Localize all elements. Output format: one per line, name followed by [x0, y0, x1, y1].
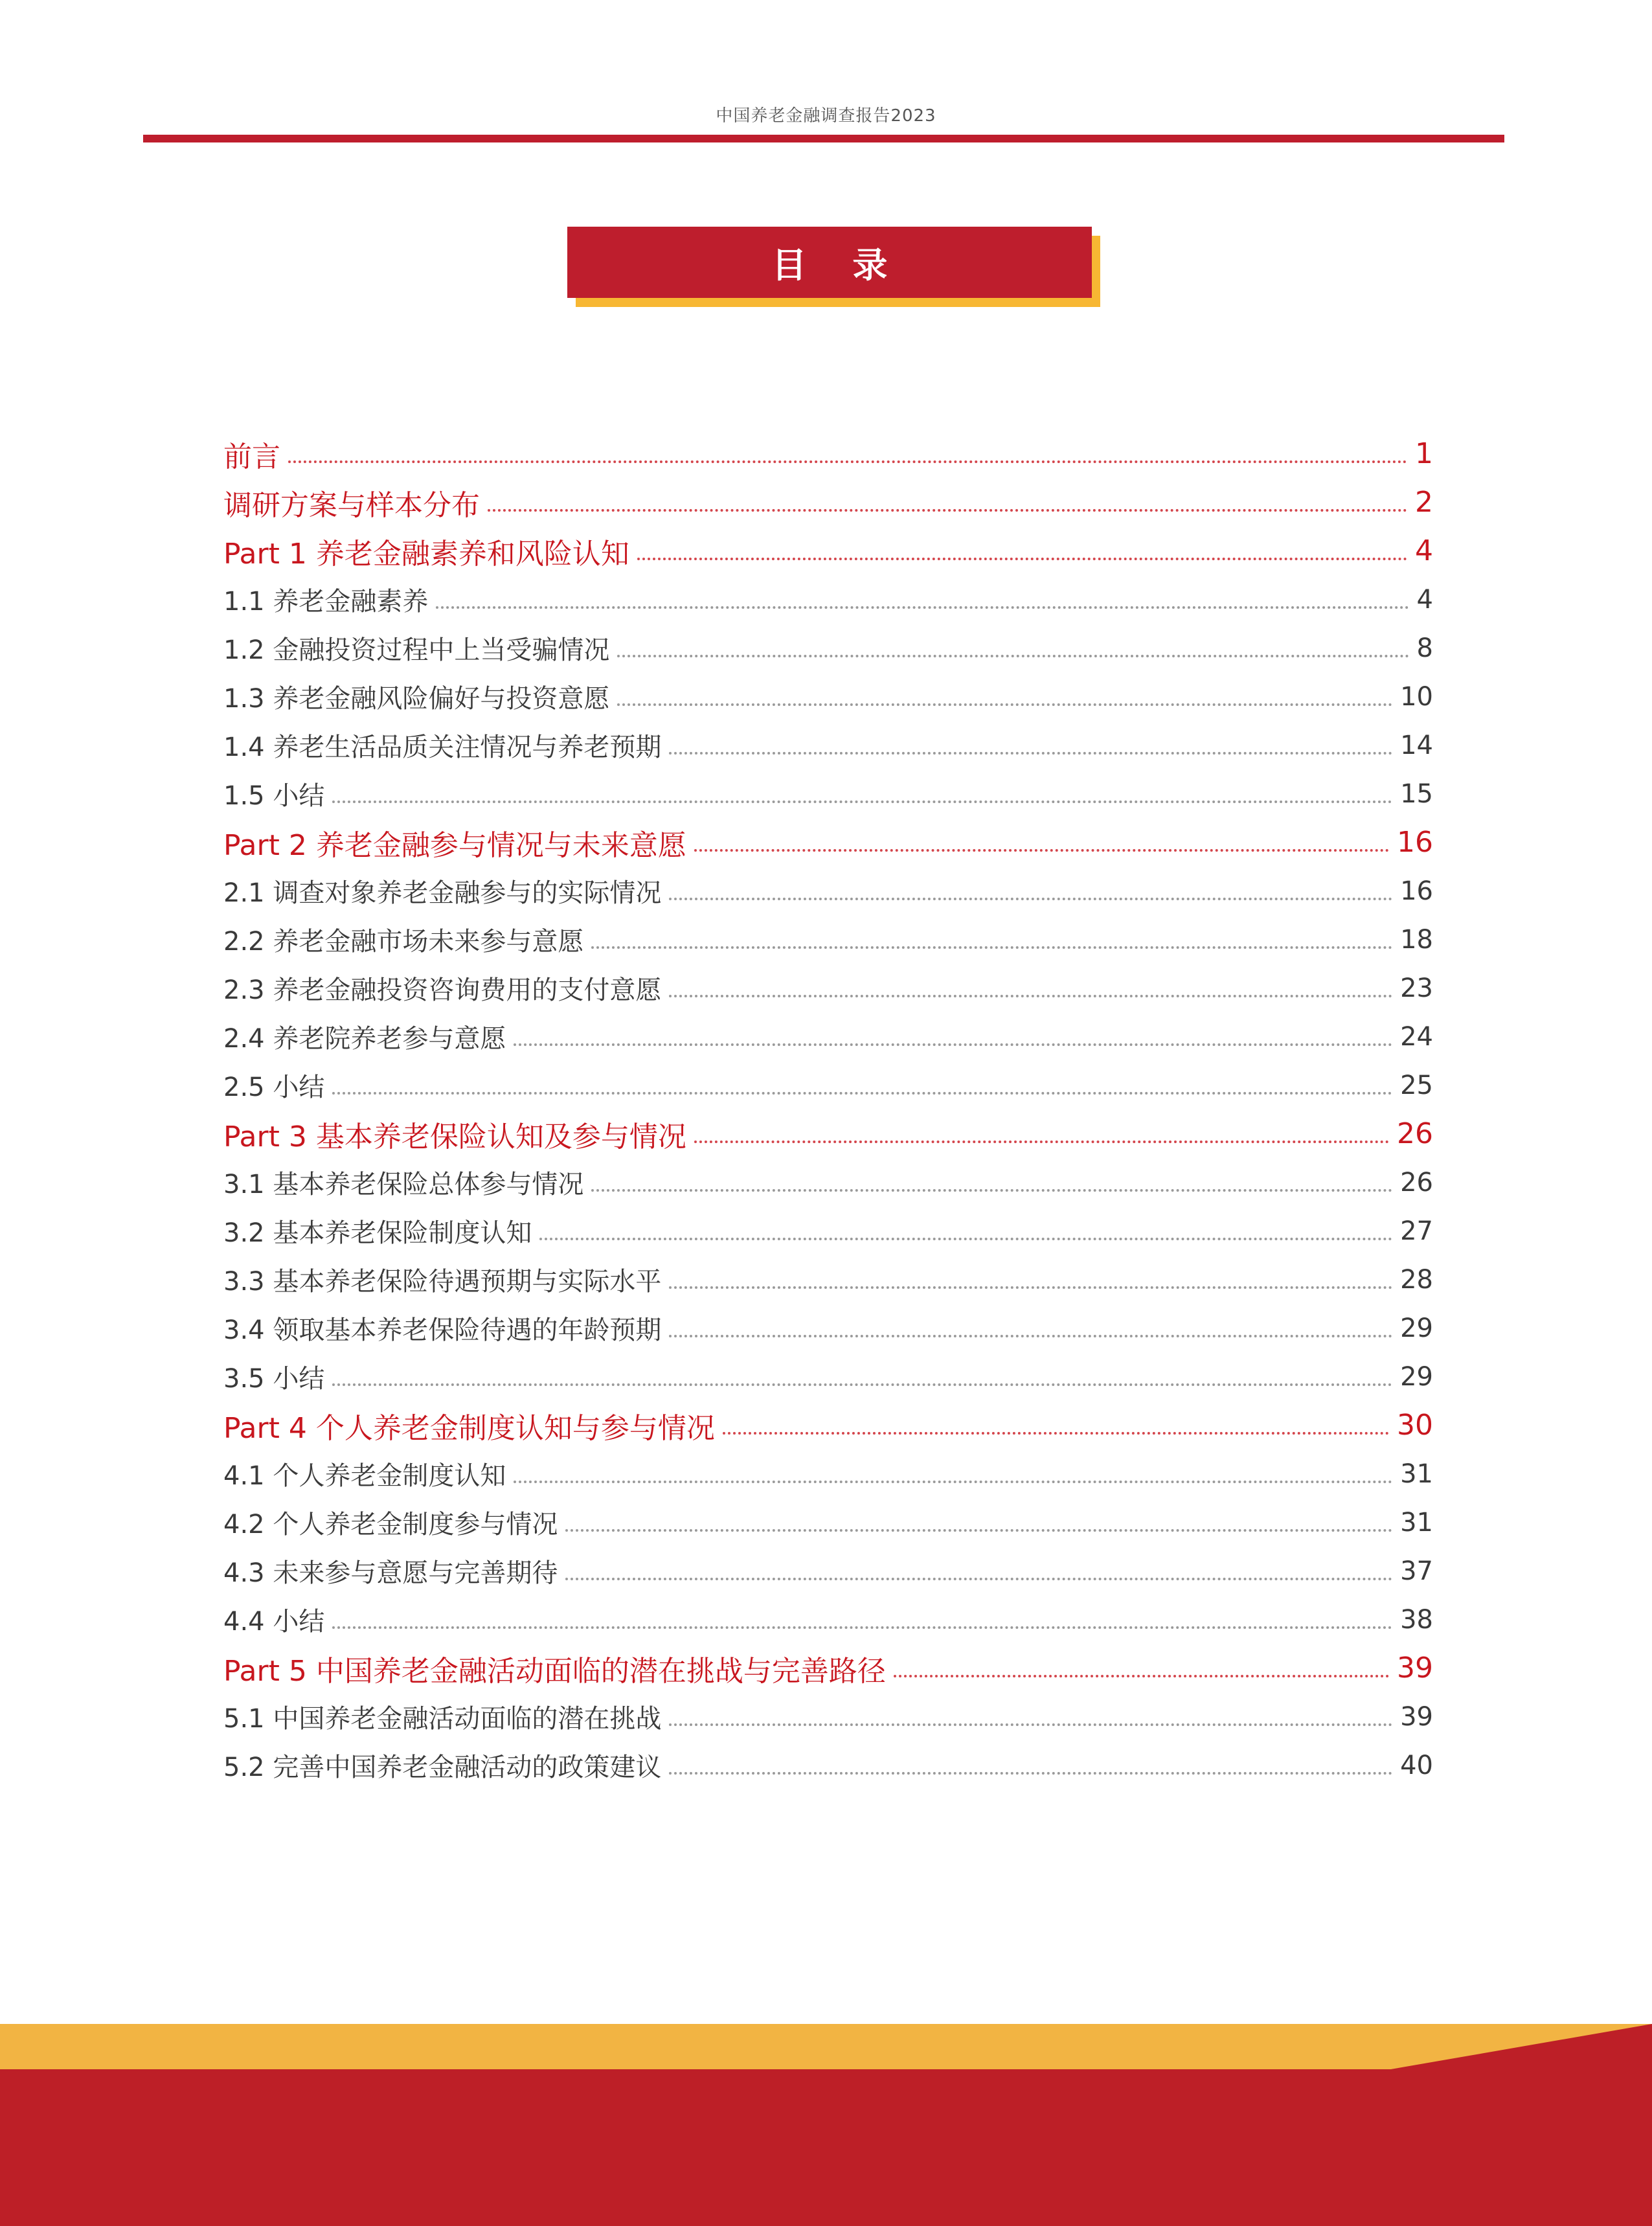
toc-entry-page: 26 — [1397, 1117, 1433, 1150]
toc-entry[interactable] — [223, 1547, 1433, 1595]
toc-entry-label: 2.5 小结 — [223, 1073, 325, 1102]
toc-entry[interactable] — [223, 672, 1433, 721]
toc-entry-label: 4.4 小结 — [223, 1607, 325, 1637]
toc-entry-label: 3.4 领取基本养老保险待遇的年龄预期 — [223, 1315, 662, 1345]
title-banner — [567, 227, 1092, 298]
toc-entry-label: 2.1 调查对象养老金融参与的实际情况 — [223, 878, 662, 908]
toc-entry-label: Part 2 养老金融参与情况与未来意愿 — [223, 828, 686, 862]
toc-entry[interactable] — [223, 1207, 1433, 1255]
toc-entry-major[interactable] — [223, 1401, 1433, 1449]
toc-entry-page: 2 — [1415, 486, 1433, 519]
toc-leader-dots — [894, 1675, 1389, 1677]
toc-leader-dots — [332, 801, 1392, 803]
toc-leader-dots — [539, 1238, 1392, 1240]
toc-leader-dots — [669, 995, 1392, 997]
toc-entry-label: 2.4 养老院养老参与意愿 — [223, 1024, 506, 1054]
toc-entry-page: 4 — [1416, 584, 1433, 615]
toc-entry-page: 25 — [1400, 1070, 1433, 1100]
footer-red-wedge — [1353, 2024, 1652, 2076]
toc-entry[interactable] — [223, 769, 1433, 818]
toc-leader-dots — [332, 1626, 1392, 1629]
toc-entry-label: 2.2 养老金融市场未来参与意愿 — [223, 927, 584, 957]
running-header: 中国养老金融调查报告2023 — [716, 106, 936, 126]
toc-entry[interactable] — [223, 915, 1433, 964]
toc-entry-label: 4.3 未来参与意愿与完善期待 — [223, 1558, 558, 1588]
toc-entry-label: 5.1 中国养老金融活动面临的潜在挑战 — [223, 1704, 662, 1734]
toc-leader-dots — [669, 1723, 1392, 1726]
toc-entry-page: 14 — [1400, 730, 1433, 760]
toc-leader-dots — [669, 752, 1392, 755]
toc-leader-dots — [694, 849, 1389, 852]
toc-entry[interactable] — [223, 964, 1433, 1012]
toc-entry-label: 1.4 养老生活品质关注情况与养老预期 — [223, 733, 662, 762]
toc-entry-page: 27 — [1400, 1216, 1433, 1246]
toc-leader-dots — [332, 1092, 1392, 1095]
toc-entry[interactable] — [223, 1498, 1433, 1547]
toc-entry-page: 40 — [1400, 1750, 1433, 1780]
toc-entry-label: 1.2 金融投资过程中上当受骗情况 — [223, 635, 610, 665]
toc-leader-dots — [669, 1772, 1392, 1775]
toc-entry-page: 1 — [1415, 437, 1433, 470]
toc-entry-page: 15 — [1400, 778, 1433, 809]
toc-entry-page: 26 — [1400, 1167, 1433, 1198]
toc-leader-dots — [591, 1189, 1392, 1192]
toc-entry-page: 38 — [1400, 1604, 1433, 1635]
toc-leader-dots — [637, 558, 1407, 560]
toc-entry-label: 1.3 养老金融风险偏好与投资意愿 — [223, 684, 610, 714]
toc-leader-dots — [514, 1043, 1392, 1046]
toc-entry-page: 29 — [1400, 1361, 1433, 1392]
toc-entry-label: 3.2 基本养老保险制度认知 — [223, 1218, 532, 1248]
page-title: 目 录 — [771, 244, 905, 286]
toc-entry-label: 调研方案与样本分布 — [223, 488, 480, 522]
toc-entry-page: 30 — [1397, 1409, 1433, 1442]
toc-entry-major[interactable] — [223, 527, 1433, 575]
toc-leader-dots — [723, 1432, 1389, 1435]
toc-leader-dots — [591, 946, 1392, 949]
toc-entry[interactable] — [223, 1741, 1433, 1789]
toc-entry[interactable] — [223, 624, 1433, 672]
toc-entry-page: 31 — [1400, 1459, 1433, 1489]
toc-entry-major[interactable] — [223, 478, 1433, 527]
toc-leader-dots — [288, 460, 1407, 463]
toc-leader-dots — [617, 655, 1409, 657]
toc-entry-page: 31 — [1400, 1507, 1433, 1538]
table-of-contents — [223, 429, 1433, 1789]
toc-entry-major[interactable] — [223, 1644, 1433, 1692]
toc-leader-dots — [436, 606, 1409, 609]
toc-entry-major[interactable] — [223, 1109, 1433, 1158]
toc-entry[interactable] — [223, 1012, 1433, 1061]
toc-leader-dots — [694, 1141, 1389, 1143]
toc-entry-major[interactable] — [223, 818, 1433, 867]
toc-entry-page: 24 — [1400, 1021, 1433, 1052]
toc-entry-page: 10 — [1400, 681, 1433, 712]
toc-entry-label: 1.5 小结 — [223, 781, 325, 811]
header-rule — [143, 135, 1504, 142]
toc-entry-label: 4.2 个人养老金制度参与情况 — [223, 1510, 558, 1539]
toc-entry-label: Part 1 养老金融素养和风险认知 — [223, 537, 629, 571]
toc-entry-page: 39 — [1400, 1701, 1433, 1732]
toc-entry[interactable] — [223, 1061, 1433, 1109]
toc-entry[interactable] — [223, 721, 1433, 769]
toc-entry[interactable] — [223, 575, 1433, 624]
toc-entry-page: 23 — [1400, 973, 1433, 1003]
toc-entry-major[interactable] — [223, 429, 1433, 478]
toc-entry[interactable] — [223, 1158, 1433, 1207]
toc-entry[interactable] — [223, 1692, 1433, 1741]
toc-entry[interactable] — [223, 1304, 1433, 1352]
toc-entry[interactable] — [223, 1352, 1433, 1401]
toc-entry-label: Part 4 个人养老金制度认知与参与情况 — [223, 1411, 715, 1445]
toc-leader-dots — [565, 1578, 1392, 1580]
toc-entry[interactable] — [223, 1595, 1433, 1644]
toc-entry-page: 16 — [1400, 876, 1433, 906]
footer-red-band — [0, 2069, 1652, 2226]
toc-leader-dots — [514, 1481, 1392, 1483]
toc-entry-label: Part 5 中国养老金融活动面临的潜在挑战与完善路径 — [223, 1654, 886, 1688]
toc-entry-label: 3.5 小结 — [223, 1364, 325, 1394]
toc-entry-label: 4.1 个人养老金制度认知 — [223, 1461, 506, 1491]
toc-leader-dots — [669, 1286, 1392, 1289]
toc-entry-page: 37 — [1400, 1556, 1433, 1586]
toc-entry-label: 3.1 基本养老保险总体参与情况 — [223, 1170, 584, 1199]
toc-entry[interactable] — [223, 1255, 1433, 1304]
toc-entry-label: 1.1 养老金融素养 — [223, 587, 429, 617]
toc-entry[interactable] — [223, 1449, 1433, 1498]
toc-entry-label: Part 3 基本养老保险认知及参与情况 — [223, 1120, 686, 1153]
toc-entry-page: 29 — [1400, 1313, 1433, 1343]
toc-entry-label: 2.3 养老金融投资咨询费用的支付意愿 — [223, 975, 662, 1005]
toc-entry-page: 8 — [1416, 633, 1433, 663]
toc-leader-dots — [669, 1335, 1392, 1337]
toc-entry-page: 16 — [1397, 826, 1433, 859]
toc-entry-label: 3.3 基本养老保险待遇预期与实际水平 — [223, 1267, 662, 1297]
toc-entry-page: 18 — [1400, 924, 1433, 955]
toc-entry-page: 4 — [1415, 534, 1433, 567]
toc-leader-dots — [669, 898, 1392, 900]
toc-leader-dots — [617, 703, 1392, 706]
toc-entry-page: 39 — [1397, 1652, 1433, 1685]
toc-leader-dots — [565, 1529, 1392, 1532]
toc-leader-dots — [488, 509, 1407, 512]
toc-entry-label: 5.2 完善中国养老金融活动的政策建议 — [223, 1753, 662, 1782]
toc-entry-label: 前言 — [223, 440, 280, 473]
toc-entry-page: 28 — [1400, 1264, 1433, 1295]
toc-entry[interactable] — [223, 867, 1433, 915]
toc-leader-dots — [332, 1383, 1392, 1386]
